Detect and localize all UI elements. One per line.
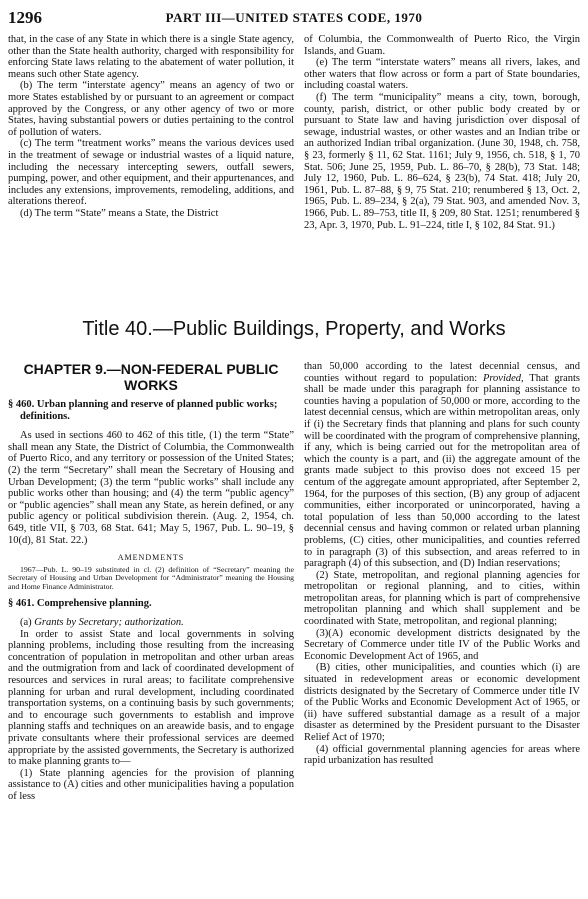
paragraph: (4) official governmental planning agencies for areas where rapid urbanization has resulted — [304, 743, 580, 767]
paragraph: (1) State planning agencies for the provision of planning assistance to (A) cities and other municipalities having a population of less — [8, 767, 294, 802]
paragraph: that, in the case of any State in which there is a single State agency, other than the State health authority, charged with responsibility for enforcing State laws relating to the abatement of water pollution, it means such other State agency. — [8, 34, 294, 80]
paragraph: (B) cities, other municipalities, and counties which (i) are situated in redevelopment areas or economic development districts designated by the Secretary of Commerce under title IV of the Public Works and Economic Development Act of 1965, or (ii) have suffered substantial damage as a result of a major disaster as determined by the President pursuant to the Disaster Relief Act of 1970; — [304, 662, 580, 743]
paragraph: (c) The term “treatment works” means the various devices used in the treatment of sewage or industrial wastes of a liquid nature, including the necessary intercepting sewers, outfall sewers, pumping, power, and other equipment, and their appurtenances, and includes any extensions, improvements, remodeling, additions, and alterations thereof. — [8, 138, 294, 208]
paragraph: As used in sections 460 to 462 of this title, (1) the term “State” shall mean any State, the District of Columbia, the Commonwealth of Puerto Rico, and any territory or possession of the United States; (2) the term “Secretary” shall mean the Secretary of Housing and Urban Development; (3) the term “public works” shall include any public works other than housing; and (4) the term “public agency” or “public agencies” shall mean any State, as herein defined, or any public agency or political subdivision therein. (Aug. 2, 1954, ch. 649, title VII, § 703, 68 Stat. 641; May 5, 1967, Pub. L. 90–19, § 10(d), 81 Stat. 22.) — [8, 430, 294, 546]
paragraph: (b) The term “interstate agency” means an agency of two or more States established by or pursuant to an agreement or compact approved by the Congress, or any other agency of two or more States, having substantial powers or duties pertaining to the control of pollution of waters. — [8, 80, 294, 138]
top-right-column — [304, 34, 580, 231]
proviso-word: Provided, — [482, 372, 524, 384]
paragraph: (d) The term “State” means a State, the District — [20, 207, 219, 219]
running-title: PART III—UNITED STATES CODE, 1970 — [165, 10, 423, 25]
paragraph: (2) State, metropolitan, and regional planning agencies for metropolitan or regional planning, and to cities, within metropolitan areas, for planning which is part of comprehensive metropolitan planning and which shall supplement and be coordinated with State, metropolitan, and regional planning; — [304, 569, 580, 628]
paragraph: (e) The term “interstate waters” means all rivers, lakes, and other waters that flow across or form a part of State boundaries, including coastal waters. — [304, 57, 580, 92]
section-heading: § 460. Urban planning and reserve of planned public works; definitions. — [8, 399, 278, 422]
paragraph: (3)(A) economic development districts designated by the Secretary of Commerce under title IV of the Public Works and Economic Development Act of 1965, and — [304, 627, 580, 662]
chapter-heading: CHAPTER 9.—NON-FEDERAL PUBLIC WORKS — [23, 361, 279, 393]
page-number: 1296 — [8, 8, 42, 27]
page-header — [8, 8, 580, 26]
title-heading: Title 40.—Public Buildings, Property, and Works — [82, 318, 506, 340]
subsection-label: (a) — [20, 617, 32, 629]
bottom-left-column — [8, 361, 294, 803]
bottom-right-column — [304, 361, 580, 767]
text-span: That grants shall be made under this paragraph for planning assistance to counties having a population of 50,000 or more, according to the latest decennial census, which are within metropolitan areas, only if (i) the Secretary finds that planning and plans for such county will be coordinated with the program of comprehensive planning, if any, which is being carried out for the metropolitan area of which the county is a part, and (ii) the aggregate amount of the grants made subject to this proviso does not exceed 15 per centum of the aggregate amount appropriated, after September 2, 1964, for the purposes of this section, (B) any group of adjacent communities, either incorporated or unincorporated, having a total population of less than 50,000 according to the latest decennial census and having common or related urban planning problems, (C) cities, other municipalities, and counties referred to in paragraph (3) of this subsection, and areas referred to in paragraph (4) of this subsection, and (D) Indian reservations; — [304, 372, 581, 570]
paragraph: In order to assist State and local governments in solving planning problems, including those resulting from the increasing concentration of population in metropolitan and other urban areas and the outmigration from and lack of coordinated development of resources and services in rural areas; to facilitate comprehensive planning for urban and rural development, including coordinated transportation systems, on a continuing basis by such governments; and to encourage such governments to establish and improve planning staffs and techniques on an areawide basis, and to engage private consultants where their professional services are deemed appropriate by the assisted governments, the Secretary is authorized to make planning grants to— — [8, 628, 294, 768]
amendments-note: 1967—Pub. L. 90–19 substituted in cl. (2) definition of “Secretary” meaning the Secretary of Housing and Urban Development for “Administrator” meaning the Housing and Home Finance Administrator. — [8, 564, 294, 591]
subsection-heading — [8, 617, 294, 629]
paragraph — [304, 361, 580, 570]
text-span: than 50,000 according to the latest decennial census, and counties without regard to population: — [304, 361, 580, 384]
amendments-heading: AMENDMENTS — [117, 553, 185, 563]
paragraph: of Columbia, the Commonwealth of Puerto Rico, the Virgin Islands, and Guam. — [304, 34, 580, 57]
subsection-title: Grants by Secretary; authorization. — [34, 617, 184, 629]
paragraph: (f) The term “municipality” means a city, town, borough, county, parish, district, or other public body created by or pursuant to State law and having jurisdiction over disposal of sewage, industrial wastes, or other wastes and an Indian tribe or an authorized Indian tribal organization. (June 30, 1948, ch. 758, § 23, formerly § 11, 62 Stat. 1161; July 9, 1956, ch. 518, § 1, 70 Stat. 506; June 25, 1959, Pub. L. 86–70, § 28(b), 73 Stat. 148; July 12, 1960, Pub. L. 86–624, § 23(b), 74 Stat. 418; July 20, 1961, Pub. L. 87–88, § 9, 75 Stat. 210; renumbered § 13, Oct. 2, 1965, Pub. L. 89–234, § 2(a), 79 Stat. 903, and amended Nov. 3, 1966, Pub. L. 89–753, title II, § 209, 80 Stat. 1251; renumbered § 23, Apr. 3, 1970, Pub. L. 91–224, title I, § 102, 84 Stat. 91.) — [304, 91, 580, 231]
top-left-column — [8, 34, 294, 220]
section-heading: § 461. Comprehensive planning. — [8, 597, 152, 609]
